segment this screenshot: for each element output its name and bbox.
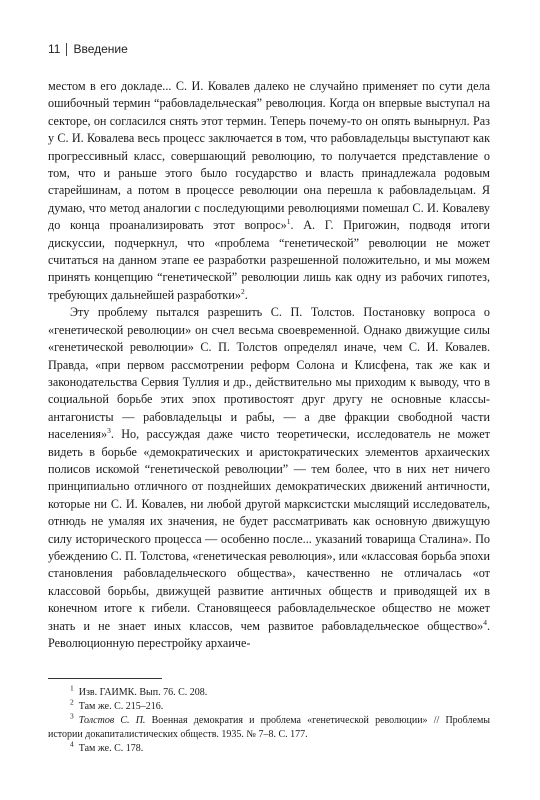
header-divider <box>66 43 67 56</box>
footnote-number: 4 <box>70 739 74 749</box>
footnote <box>48 683 490 700</box>
footnote-number: 2 <box>70 697 74 707</box>
page-number: 11 <box>48 42 61 56</box>
footnote-text: Там же. С. 215–216. <box>78 701 164 712</box>
text-run: местом в его докладе... С. И. Ковалев далеко не случайно применяет по сути дела ошибочный термин “рабовладельческая” революция. Когда он впервые выступал на секторе, он согласился снять этот термин. Теперь почему-то он опять вынырнул. Раз у С. И. Ковалева весь процесс заключается в том, что рабовладельцы выступают как прогрессивный класс, совершающий революцию, то получается представление о том, что и раньше этого было государство и власть принадлежала родовым старейшинам, а потом в процессе революции она перешла к рабовладельцам. Я думаю, что метод аналогии с последующими революциями помешал С. И. Ковалеву до конца проанализировать этот вопрос» <box>48 79 490 233</box>
text-run: Эту проблему пытался разрешить С. П. Толстов. Постановку вопроса о «генетической революции» он счел весьма своевременной. Однако движущие силы «генетической революции» С. П. Толстов определял иначе, чем С. И. Ковалев. Правда, «при первом рассмотрении реформ Солона и Клисфена, так же как и законодательства Сервия Туллия и др., действительно мы приходим к выводу, что в социальной борьбе этих эпох противостоят друг другу не основные классы-антагонисты — рабовладельцы и рабы, — а две фракции свободной части населения» <box>48 305 490 442</box>
footnote-ref: 1 <box>286 217 291 227</box>
paragraph <box>48 78 490 304</box>
footnote <box>48 711 490 742</box>
footnote-number: 3 <box>70 711 74 721</box>
text-run: . Революционную перестройку архаиче- <box>48 618 490 650</box>
footnote-author: Толстов С. П. <box>78 715 146 726</box>
footnote <box>48 697 490 714</box>
footnotes <box>48 683 490 756</box>
footnote <box>48 739 490 756</box>
footnote-divider <box>48 678 162 679</box>
footnote-text: Там же. С. 178. <box>78 743 144 754</box>
text-run: . А. Г. Пригожин, подводя итоги дискуссии, подчеркнул, что «проблема “генетической” революции не может считаться на данном этапе ее разработки разрешенной положительно, и мы можем принять концепцию “генетической” революции лишь как одну из рабочих гипотез, требующих дальнейшей разработки» <box>48 218 490 302</box>
running-header <box>48 42 128 56</box>
footnote-text: Изв. ГАИМК. Вып. 76. С. 208. <box>78 687 208 698</box>
main-text <box>48 78 490 652</box>
text-run: . <box>244 287 248 302</box>
paragraph <box>48 304 490 652</box>
footnote-text: Военная демократия и проблема «генетической революции» // Проблемы истории докапиталистических обществ. 1935. № 7–8. С. 177. <box>48 715 490 740</box>
footnote-ref: 4 <box>483 617 487 627</box>
footnote-ref: 2 <box>240 286 245 296</box>
footnote-ref: 3 <box>107 426 111 436</box>
text-run: . Но, рассуждая даже чисто теоретически, исследователь не может видеть в борьбе «демократических и аристократических элементов архаических полисов искомой “генетической революции” — тем более, что в них нет ничего принципиально отличного от позднейших демократических движений античности, которые ни С. И. Ковалев, ни любой другой марксистски мыслящий исследователь, отнюдь не умаляя их значения, не будет рассматривать как основную движущую силу исторического процесса — особенно после... указаний товарища Сталина». По убеждению С. П. Толстова, «генетическая революция», или «классовая борьба эпохи становления рабовладельческого общества», качественно не отличалась «от классовой борьбы, движущей развитие античных обществ и приводящей их в конечном итоге к гибели. Становящееся рабовладельческое общество не может знать и не знает иных классов, чем развитое рабовладельческое общество» <box>48 427 490 633</box>
footnote-number: 1 <box>70 683 74 693</box>
section-title: Введение <box>73 42 128 56</box>
